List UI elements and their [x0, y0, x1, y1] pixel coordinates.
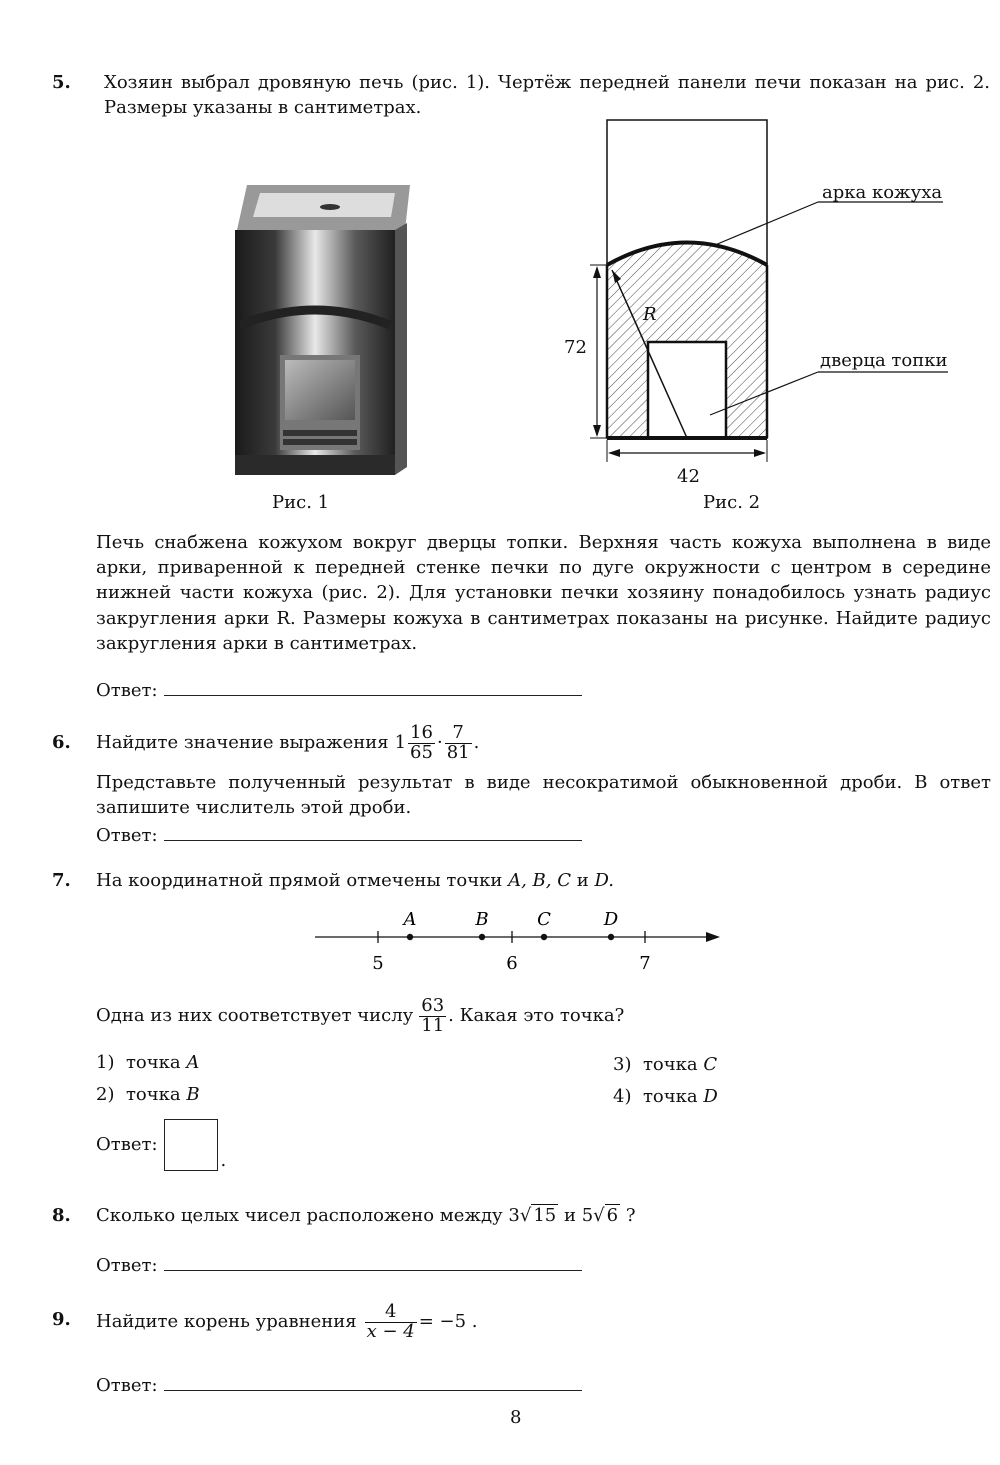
answer-label: Ответ:: [96, 1134, 158, 1156]
problem-9-statement: Найдите корень уравнения $\frac{4}{x - 4}$ = −5 .: [96, 1300, 478, 1342]
fraction-2: [445, 721, 472, 763]
problem-7-answer: Ответ: .: [96, 1117, 226, 1173]
problem-5-body: Печь снабжена кожухом вокруг дверцы топки. Верхняя часть кожуха выполнена в виде арки, приваренной к передней стенке печки по дуге окружности с центром в середине нижней части кожуха (рис. 2). Для установки печки хозяину понадобилось узнать радиус закругления арки R. Размеры кожуха в сантиметрах показаны на рисунке. Найдите радиус закругления арки в сантиметрах.: [96, 532, 991, 654]
fraction-1-num: 16: [410, 721, 433, 743]
fig-1-caption: Рис. 1: [272, 492, 330, 513]
option-2[interactable]: 2) точка B: [96, 1084, 200, 1105]
point-d-label: D: [603, 909, 619, 930]
answer-label: Ответ:: [96, 680, 158, 701]
problem-5-number: 5.: [52, 72, 71, 93]
point-c-label: C: [537, 909, 551, 930]
tick-6-label: 6: [506, 953, 518, 974]
answer-box[interactable]: [164, 1119, 218, 1171]
problem-6-statement: [96, 718, 479, 768]
stove-drawing: [560, 110, 960, 490]
problem-8-answer: [96, 1252, 582, 1278]
point-b-label: B: [475, 909, 489, 930]
fraction-63-11: $\frac{63}{11}$: [421, 994, 445, 1036]
answer-label: Ответ:: [96, 825, 158, 846]
label-arch: арка кожуха: [822, 182, 943, 203]
tick-5-label: 5: [372, 953, 384, 974]
point-d: [608, 934, 614, 940]
problem-6-number: 6.: [52, 732, 71, 753]
dim-width: 42: [677, 466, 700, 487]
answer-label: Ответ:: [96, 1375, 158, 1396]
dim-height: 72: [564, 337, 587, 358]
answer-label: Ответ:: [96, 1255, 158, 1276]
problem-9-number: 9.: [52, 1309, 71, 1330]
option-4[interactable]: 4) точка D: [613, 1086, 718, 1107]
option-1[interactable]: 1) точка A: [96, 1052, 200, 1073]
sqrt-symbol: √: [519, 1205, 532, 1226]
answer-line[interactable]: [164, 1252, 582, 1271]
point-a: [407, 934, 413, 940]
page-number: 8: [510, 1407, 522, 1428]
equation-fraction: $\frac{4}{x - 4}$: [366, 1300, 415, 1342]
fraction-1-den: 65: [410, 741, 433, 763]
period: .: [473, 732, 480, 754]
problem-8-text: Сколько целых чисел расположено между 3√ 15 и 5√ 6 ?: [96, 1205, 636, 1226]
problem-8-number: 8.: [52, 1205, 71, 1226]
problem-9-answer: [96, 1372, 582, 1398]
problem-7-text: На координатной прямой отмечены точки A, B, C и D.: [96, 870, 614, 891]
label-radius: R: [643, 304, 657, 325]
fraction-2-num: 7: [452, 721, 464, 743]
problem-5-intro: Хозяин выбрал дровяную печь (рис. 1). Чертёж передней панели печи показан на рис. 2. Размеры указаны в сантиметрах.: [104, 72, 990, 119]
problem-7-question: Одна из них соответствует числу $\frac{63}{11}$ . Какая это точка?: [96, 994, 625, 1036]
fraction-2-den: 81: [446, 741, 470, 763]
point-c: [541, 934, 547, 940]
answer-line[interactable]: [164, 822, 582, 841]
answer-line[interactable]: [164, 1372, 582, 1391]
sqrt-symbol: √: [593, 1205, 605, 1226]
point-a-label: A: [403, 909, 417, 930]
problem-6-answer: [96, 822, 582, 848]
mixed-whole: 1: [394, 732, 407, 754]
point-b: [479, 934, 485, 940]
problem-6-body: Представьте полученный результат в виде несократимой обыкновенной дроби. В ответ запишите числитель этой дроби.: [96, 772, 991, 819]
tick-7-label: 7: [639, 953, 651, 974]
dot-operator: ·: [436, 732, 443, 754]
option-3[interactable]: 3) точка C: [613, 1054, 718, 1075]
problem-7-number: 7.: [52, 870, 71, 891]
fig-2-caption: Рис. 2: [703, 492, 761, 513]
label-door: дверца топки: [820, 350, 948, 371]
problem-6-text: Найдите значение выражения: [96, 732, 389, 754]
answer-line[interactable]: [164, 677, 582, 696]
fraction-1: [408, 721, 435, 763]
number-line: [300, 900, 740, 980]
problem-5-answer: [96, 677, 582, 703]
stove-illustration: [225, 175, 425, 485]
